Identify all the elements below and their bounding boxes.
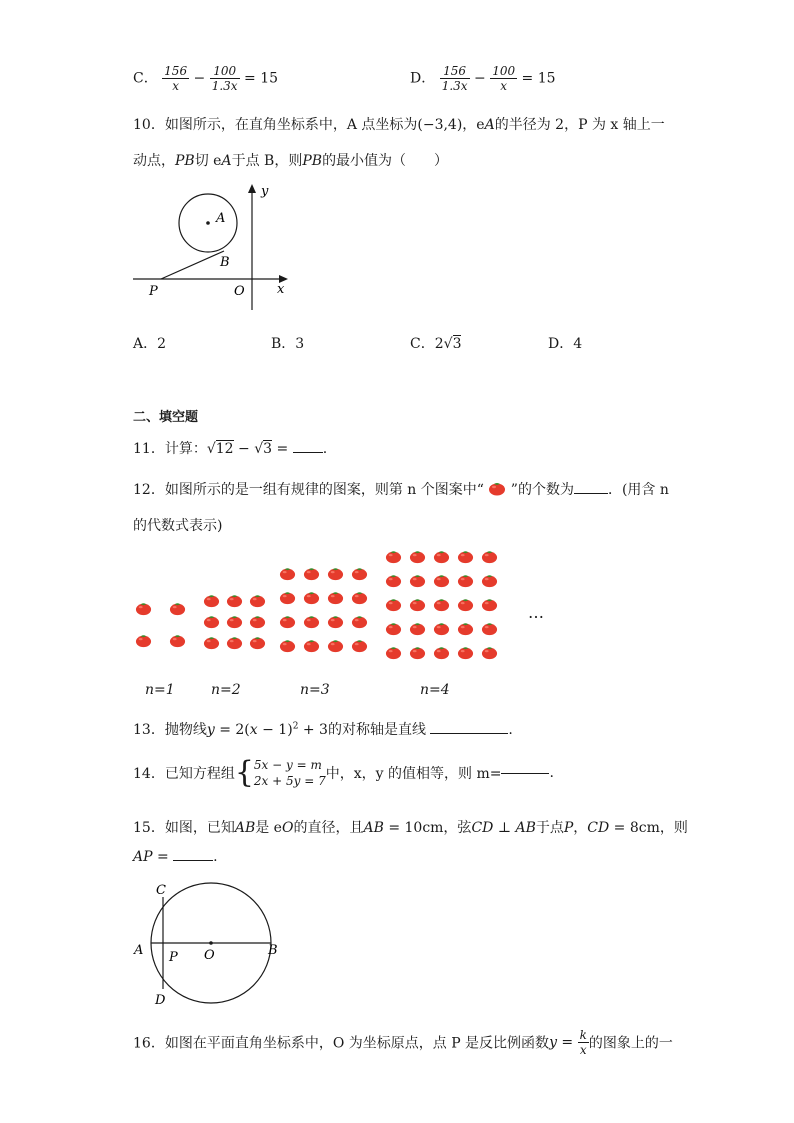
tomato-icon [327, 638, 344, 653]
y-axis-arrow [248, 184, 256, 193]
tomato-icon [351, 590, 368, 605]
tomato-icon [249, 614, 266, 629]
tomato-icon [409, 645, 426, 660]
tomato-icon [303, 590, 320, 605]
label-a: A [134, 943, 144, 958]
tomato-icon [203, 614, 220, 629]
tangent-pb [161, 251, 224, 279]
label-b: B [268, 943, 278, 958]
tomato-icon [385, 549, 402, 564]
tomato-icon [303, 566, 320, 581]
q11-answer-blank[interactable] [293, 451, 323, 453]
q12-answer-blank[interactable] [574, 492, 608, 494]
q10-option-d: D．4 [548, 336, 583, 352]
pattern-label-2: n=2 [211, 682, 241, 698]
tomato-icon [303, 614, 320, 629]
tomato-icon [135, 601, 152, 616]
center-o-dot [209, 941, 213, 945]
minus-sign: − [474, 70, 486, 87]
q9-option-d-tail: = 15 [521, 70, 556, 87]
minus-sign: − [193, 70, 206, 87]
q16: 16．如图在平面直角坐标系中，O 为坐标原点，点 P 是反比例函数y = $\frac{k}{x}$ 的图象上的一 [133, 1028, 673, 1057]
pattern-label-3: n=3 [300, 682, 330, 698]
tomato-icon [481, 573, 498, 588]
q10-figure [128, 178, 298, 318]
pattern-label-1: n=1 [145, 682, 175, 698]
tomato-icon [409, 621, 426, 636]
label-a: A [216, 211, 226, 226]
tomato-icon [169, 633, 186, 648]
tomato-icon [433, 645, 450, 660]
tomato-icon [481, 621, 498, 636]
q9-option-c-tail: = 15 [244, 70, 279, 87]
q15-line2: AP = . [133, 849, 218, 865]
q10-option-b: B．3 [271, 336, 305, 352]
tomato-icon [279, 614, 296, 629]
tomato-icon [457, 621, 474, 636]
tomato-icon [327, 614, 344, 629]
tomato-icon [351, 614, 368, 629]
equation-system: 5x − y = m 2x + 5y = 7 [253, 758, 326, 788]
tomato-icon [481, 549, 498, 564]
tomato-icon [169, 601, 186, 616]
q12-line2: 的代数式表示) [133, 518, 223, 534]
tomato-icon [279, 590, 296, 605]
tomato-icon [481, 597, 498, 612]
tomato-icon [385, 573, 402, 588]
tomato-icon [249, 593, 266, 608]
tomato-icon [249, 635, 266, 650]
label-y: y [261, 184, 269, 199]
tomato-icon [385, 621, 402, 636]
tomato-icon [351, 566, 368, 581]
q14-answer-blank[interactable] [501, 772, 549, 774]
tomato-icon [327, 590, 344, 605]
sqrt-sign: √ [443, 336, 453, 352]
tomato-icon [433, 597, 450, 612]
q13-answer-blank[interactable] [430, 732, 508, 734]
tomato-icon [433, 621, 450, 636]
q10-option-c: C．2√3 [410, 336, 462, 352]
tomato-icon [226, 593, 243, 608]
tomato-icon [409, 549, 426, 564]
tomato-icon [488, 481, 506, 496]
tomato-icon [203, 635, 220, 650]
section-title: 二、填空题 [133, 410, 199, 425]
q16-frac: $\frac{k}{x}$ [579, 1028, 587, 1057]
tomato-icon [279, 566, 296, 581]
tomato-icon [433, 549, 450, 564]
q13: 13．抛物线$y = 2(x - 1)^2 + 3$的对称轴是直线 . [133, 721, 513, 738]
tomato-icon [457, 597, 474, 612]
q15-answer-blank[interactable] [173, 859, 213, 861]
label-d: D [155, 993, 166, 1008]
tomato-icon [226, 635, 243, 650]
tomato-icon [433, 573, 450, 588]
center-a-dot [206, 221, 210, 225]
tomato-icon [409, 573, 426, 588]
tomato-icon [203, 593, 220, 608]
q9-option-c [133, 64, 278, 93]
tomato-icon [351, 638, 368, 653]
tomato-icon [457, 549, 474, 564]
label-p: P [149, 284, 158, 299]
label-c: C [156, 883, 166, 898]
q9-option-d [410, 64, 556, 93]
label-x: x [277, 282, 285, 297]
pattern-ellipsis: … [528, 603, 544, 622]
q10-line2: 动点，PB切 eA于点 B，则PB的最小值为（ ） [133, 153, 449, 169]
tomato-icon [409, 597, 426, 612]
q14: 14．已知方程组{ 5x − y = m 2x + 5y = 7 中，x，y 的值相等，则 m= . [133, 755, 554, 790]
label-b: B [220, 255, 230, 270]
q15-line1: 15．如图，已知AB是 eO的直径，且AB = 10cm，弦CD ⊥ AB于点P，CD = 8cm，则 [133, 820, 688, 836]
tomato-icon [481, 645, 498, 660]
tomato-icon [385, 597, 402, 612]
q9-option-d-label: D． [410, 70, 436, 87]
tomato-icon [327, 566, 344, 581]
label-o: O [204, 948, 215, 963]
tomato-icon [303, 638, 320, 653]
q9-option-c-label: C． [133, 70, 158, 87]
tomato-icon [457, 645, 474, 660]
tomato-icon [385, 645, 402, 660]
tomato-icon [279, 638, 296, 653]
tomato-icon [457, 573, 474, 588]
system-brace: { [234, 755, 254, 790]
q9-option-d-frac1: $\frac{156}{1.3x}$ [441, 64, 468, 93]
q9-option-c-frac1: $\frac{156}{x}$ [164, 64, 188, 93]
q9-option-d-frac2: $\frac{100}{x}$ [492, 64, 516, 93]
q11: 11．计算：√12 − √3 = . [133, 441, 328, 457]
q12-line1: 12．如图所示的是一组有规律的图案，则第 n 个图案中“ ”的个数为 ．(用含 n [133, 482, 669, 498]
pattern-label-4: n=4 [420, 682, 450, 698]
q15-figure [128, 875, 288, 1010]
q10-option-a: A．2 [133, 336, 167, 352]
q9-option-c-frac2: $\frac{100}{1.3x}$ [211, 64, 238, 93]
tomato-icon [135, 633, 152, 648]
label-o: O [234, 284, 245, 299]
q10-line1: 10．如图所示，在直角坐标系中，A 点坐标为(−3,4)，eA的半径为 2，P 为 x 轴上一 [133, 117, 665, 133]
label-p: P [169, 950, 178, 965]
tomato-icon [226, 614, 243, 629]
